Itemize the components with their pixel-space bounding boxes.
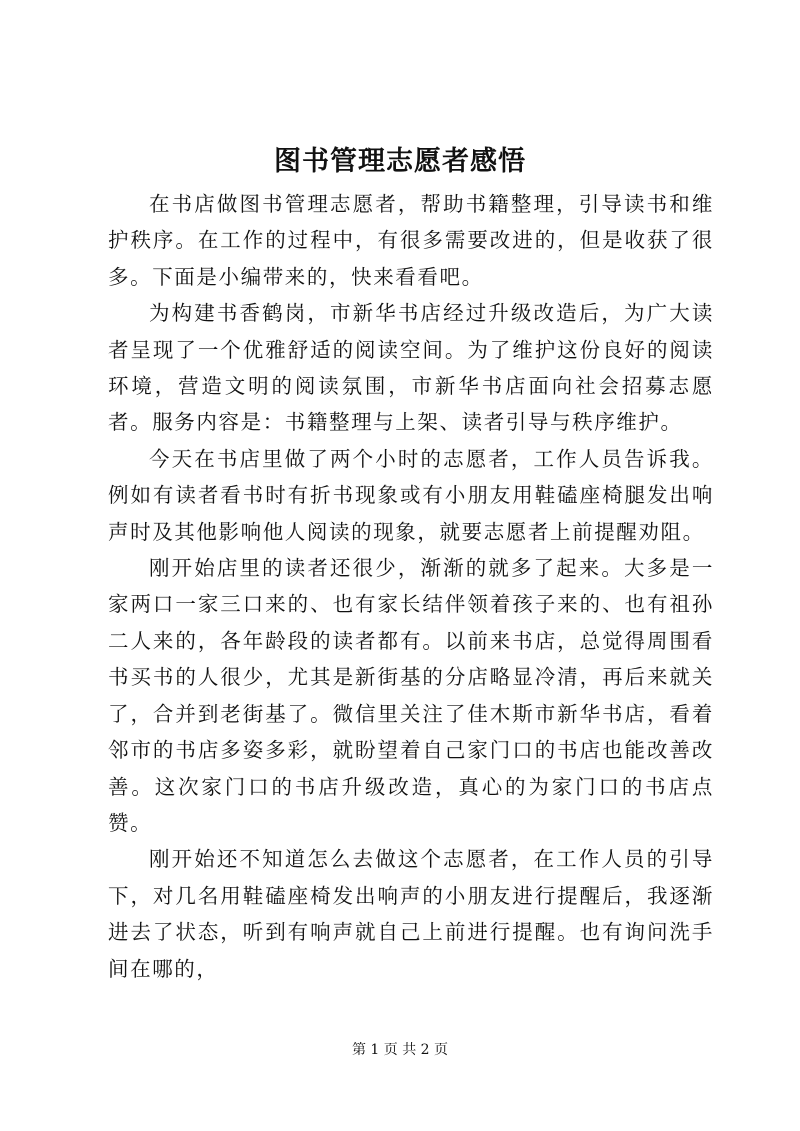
- document-body: [108, 186, 714, 987]
- paragraph-5: 刚开始还不知道怎么去做这个志愿者，在工作人员的引导下，对几名用鞋磕座椅发出响声的小朋友进行提醒后，我逐渐进去了状态，听到有响声就自己上前进行提醒。也有询问洗手间在哪的，: [108, 847, 714, 981]
- paragraph-3: 今天在书店里做了两个小时的志愿者，工作人员告诉我。例如有读者看书时有折书现象或有小朋友用鞋磕座椅腿发出响声时及其他影响他人阅读的现象，就要志愿者上前提醒劝阻。: [108, 446, 714, 544]
- page-number-footer: 第 1 页 共 2 页: [351, 1042, 449, 1058]
- paragraph-4: 刚开始店里的读者还很少，渐渐的就多了起来。大多是一家两口一家三口来的、也有家长结伴领着孩子来的、也有祖孙二人来的，各年龄段的读者都有。以前来书店，总觉得周围看书买书的人很少，尤其是新街基的分店略显冷清，再后来就关了，合并到老街基了。微信里关注了佳木斯市新华书店，看着邻市的书店多姿多彩，就盼望着自己家门口的书店也能改善改善。这次家门口的书店升级改造，真心的为家门口的书店点赞。: [108, 556, 714, 835]
- paragraph-2: 为构建书香鹤岗，市新华书店经过升级改造后，为广大读者呈现了一个优雅舒适的阅读空间。为了维护这份良好的阅读环境，营造文明的阅读氛围，市新华书店面向社会招募志愿者。服务内容是：书籍整理与上架、读者引导与秩序维护。: [108, 301, 714, 435]
- paragraph-1: 在书店做图书管理志愿者，帮助书籍整理，引导读书和维护秩序。在工作的过程中，有很多需要改进的，但是收获了很多。下面是小编带来的，快来看看吧。: [108, 192, 714, 289]
- document-title: 图书管理志愿者感悟: [274, 146, 526, 177]
